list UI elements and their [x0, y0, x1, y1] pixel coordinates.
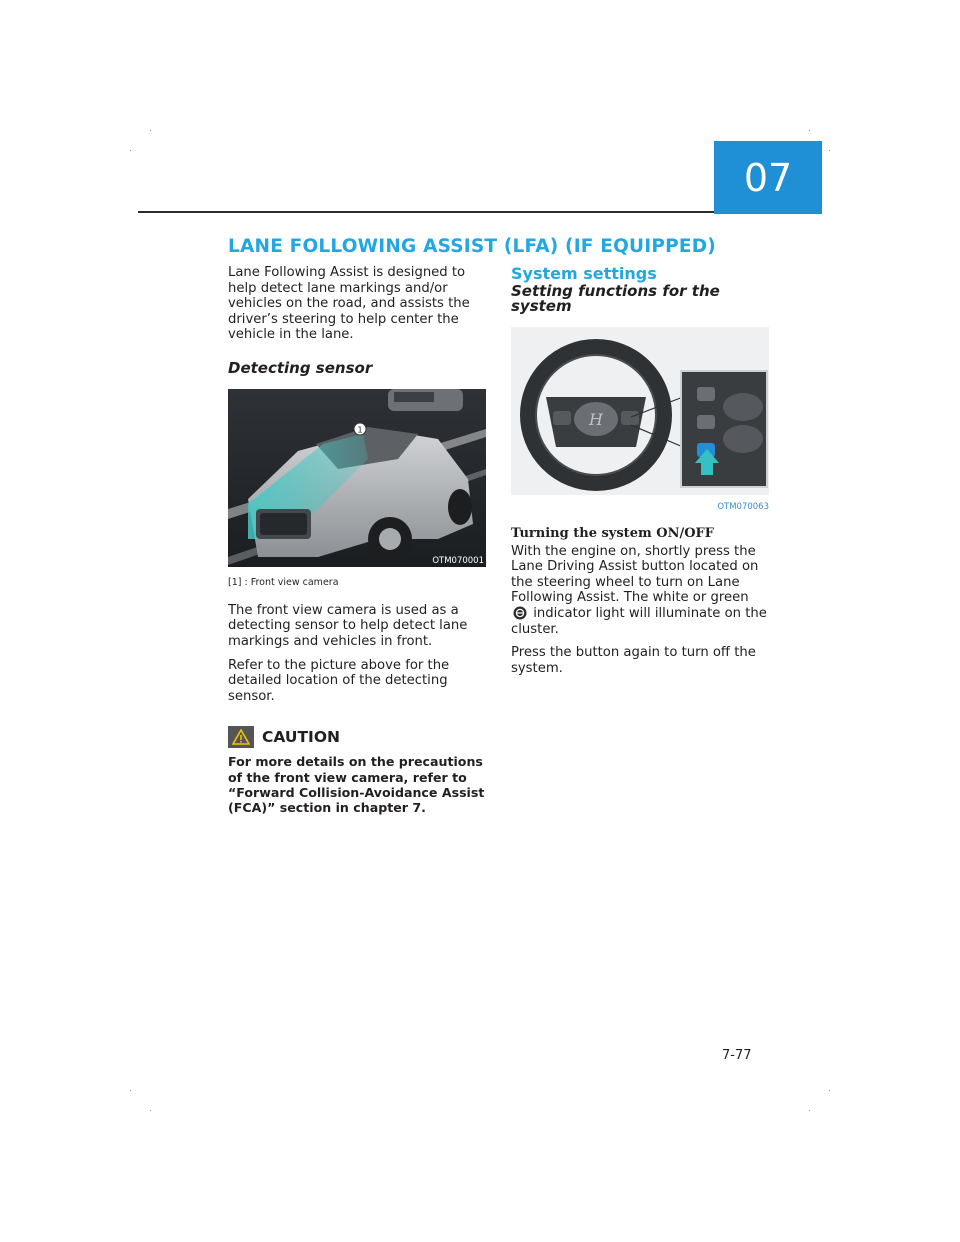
turning-on-off-heading: Turning the system ON/OFF [511, 525, 714, 541]
page-number: 7-77 [722, 1048, 752, 1063]
caution-text: For more details on the precautions of the front view camera, refer to “Forward Collision-Avoidance Assist (FCA)” section in chapter 7. [228, 754, 485, 815]
turn-on-text: With the engine on, shortly press the Lane Driving Assist button located on the steering wheel to turn on Lane Following Assist. The white or green [511, 543, 759, 606]
detecting-sensor-heading: Detecting sensor [228, 358, 373, 377]
intro-paragraph: Lane Following Assist is designed to help detect lane markings and/or vehicles on the road, and assists the driver’s steering to help center the vehicle in the lane. [228, 265, 470, 343]
steering-wheel-illustration [511, 327, 769, 495]
crop-mark [130, 1090, 131, 1091]
crop-mark [150, 130, 151, 131]
crop-mark [150, 1110, 151, 1111]
system-settings-title: System settings [511, 264, 657, 283]
caution-triangle-icon [228, 726, 254, 748]
figure-code: OTM070063 [717, 502, 769, 513]
caution-label: CAUTION [262, 727, 340, 746]
page-title: LANE FOLLOWING ASSIST (LFA) (IF EQUIPPED) [228, 236, 716, 257]
front-camera-figure [228, 389, 486, 572]
crop-mark [809, 130, 810, 131]
svg-text:H: H [589, 409, 603, 429]
figure-callout-number: 1 [357, 425, 363, 435]
car-camera-illustration [228, 389, 486, 567]
location-paragraph: Refer to the picture above for the detailed location of the detecting sensor. [228, 657, 450, 704]
chapter-tab: 07 [714, 141, 822, 214]
figure-code: OTM070001 [432, 555, 484, 566]
indicator-text: indicator light will illuminate on the cluster. [511, 605, 767, 637]
setting-functions-heading: Setting functions for the system [511, 281, 720, 316]
crop-mark [829, 150, 830, 151]
left-column [228, 265, 486, 815]
caution-header [228, 726, 486, 748]
crop-mark [809, 1110, 810, 1111]
header-rule [138, 211, 714, 213]
steering-wheel-figure [511, 327, 769, 516]
turn-off-paragraph: Press the button again to turn off the system. [511, 645, 756, 676]
right-column [511, 265, 769, 684]
lfa-indicator-icon [513, 606, 527, 620]
figure-caption: [1] : Front view camera [228, 577, 339, 589]
turn-on-paragraph [511, 544, 769, 638]
camera-paragraph: The front view camera is used as a detecting sensor to help detect lane markings and vehicles in front. [228, 602, 468, 649]
crop-mark [130, 150, 131, 151]
crop-mark [829, 1090, 830, 1091]
